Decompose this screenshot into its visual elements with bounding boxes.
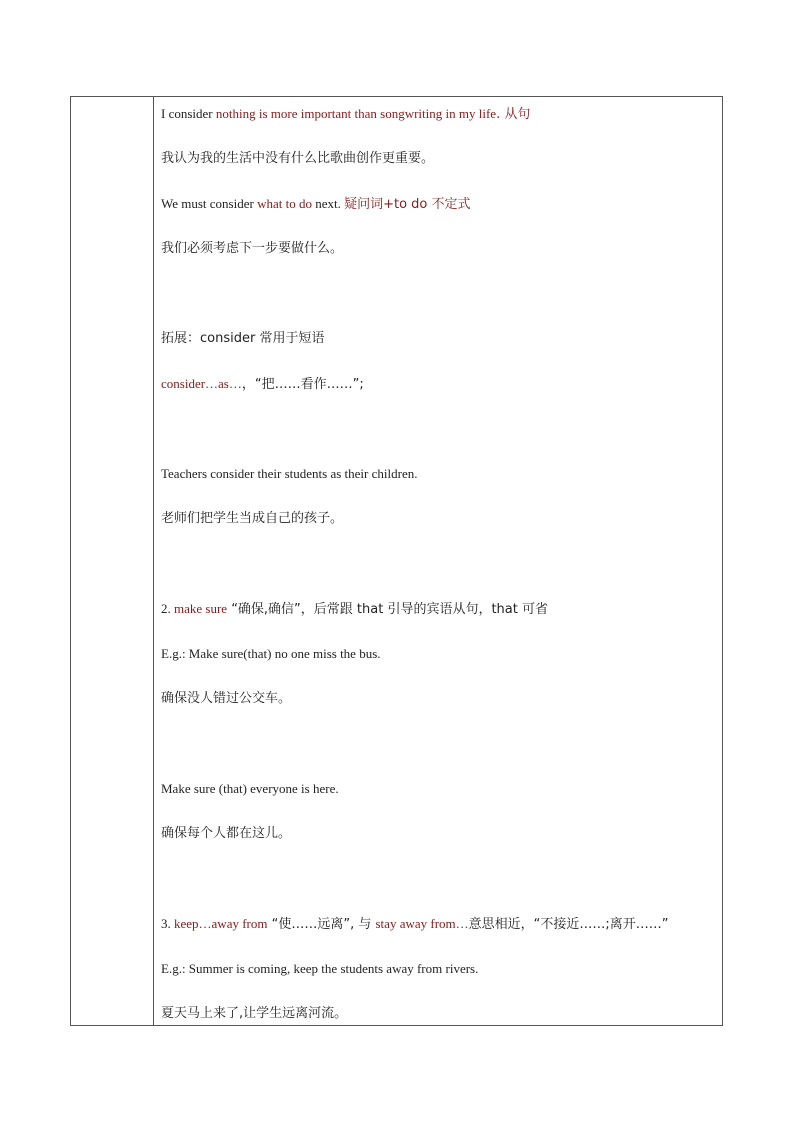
- table-content-cell: [161, 97, 716, 1025]
- text-segment: We must consider: [161, 196, 258, 211]
- item-keep-away-from: [161, 915, 669, 934]
- text-segment: 确保每个人都在这儿。: [161, 826, 292, 841]
- extension-heading: [161, 330, 324, 348]
- text-segment: E.g.: Summer is coming, keep the students away from rivers.: [161, 961, 479, 976]
- text-segment: 2.: [161, 601, 174, 616]
- text-segment: E.g.: Make sure(that) no one miss the bus.: [161, 646, 381, 661]
- example-consider-what-to-do: [161, 195, 471, 214]
- example-keep-away-from: [161, 960, 478, 978]
- translation-consider-clause: [161, 150, 434, 168]
- text-segment: 3.: [161, 916, 174, 931]
- text-segment: “使……远离”, 与: [267, 917, 376, 932]
- text-segment: I consider: [161, 106, 216, 121]
- text-segment: Teachers consider their students as their children.: [161, 466, 418, 481]
- text-segment: next.: [311, 196, 345, 211]
- example-consider-as: [161, 465, 417, 483]
- translation-make-sure-1: [161, 690, 291, 708]
- grammar-note: . 从句: [496, 107, 531, 122]
- example-make-sure-2: [161, 780, 339, 798]
- text-segment: ，“把……看作……”;: [241, 377, 364, 392]
- translation-what-to-do: [161, 240, 343, 258]
- example-make-sure-1: [161, 645, 381, 663]
- text-segment: 意思相近，“不接近……;离开……”: [468, 917, 669, 932]
- item-make-sure: [161, 600, 548, 619]
- notes-table: [70, 96, 723, 1026]
- text-segment: 拓展：consider 常用于短语: [161, 331, 325, 346]
- text-segment: 我认为我的生活中没有什么比歌曲创作更重要。: [161, 151, 435, 166]
- text-segment: “确保,确信”，后常跟 that 引导的宾语从句，that 可省: [227, 602, 548, 617]
- highlight-phrase: what to do: [257, 196, 312, 211]
- text-segment: 老师们把学生当成自己的孩子。: [161, 511, 344, 526]
- highlight-phrase: stay away from…: [375, 916, 469, 931]
- translation-keep-away-from: [161, 1005, 347, 1023]
- phrase-consider-as: [161, 375, 364, 394]
- example-consider-clause: [161, 105, 530, 124]
- highlight-phrase: consider…as…: [161, 376, 242, 391]
- grammar-note: 疑问词+to do 不定式: [344, 197, 471, 212]
- text-segment: 我们必须考虑下一步要做什么。: [161, 241, 344, 256]
- highlight-phrase: nothing is more important than songwriting in my life: [215, 106, 497, 121]
- translation-consider-as: [161, 510, 343, 528]
- translation-make-sure-2: [161, 825, 291, 843]
- highlight-phrase: make sure: [174, 601, 228, 616]
- table-left-cell: [71, 97, 154, 1025]
- text-segment: Make sure (that) everyone is here.: [161, 781, 339, 796]
- text-segment: 夏天马上来了,让学生远离河流。: [161, 1006, 348, 1021]
- text-segment: 确保没人错过公交车。: [161, 691, 292, 706]
- highlight-phrase: keep…away from: [174, 916, 268, 931]
